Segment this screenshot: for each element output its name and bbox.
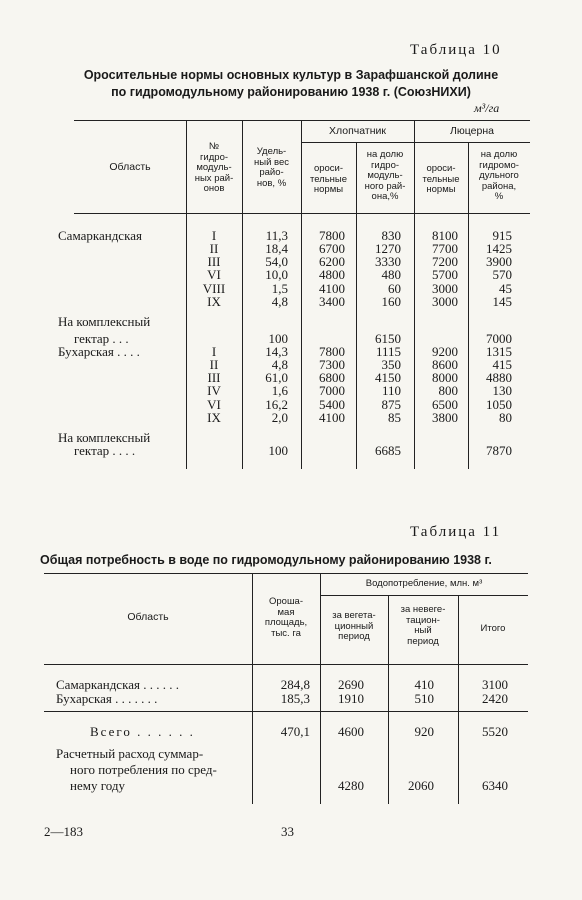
t10-row-alfalfa-share: 1050	[486, 397, 512, 412]
t10-row-cotton-norm: 4800	[319, 267, 345, 282]
t10-header-share: Удель- ный вес райо- нов, %	[254, 146, 289, 189]
table10-title-line1: Оросительные нормы основных культур в Зарафшанской долине	[83, 68, 499, 82]
t10-row-no: IX	[207, 410, 221, 425]
t10-row-cotton-norm: 7000	[319, 383, 345, 398]
t10-row-alfalfa-share: 1425	[486, 241, 512, 256]
t11-header-nonveg: за невеге- тацион- ный период	[400, 604, 446, 647]
t10-row-cotton-norm: 3400	[319, 294, 345, 309]
t11-header-total: Итого	[480, 623, 506, 634]
t10-row-alfalfa-share: 4880	[486, 370, 512, 385]
t10-row-share: 4,8	[271, 294, 288, 309]
t10-row-no: I	[211, 228, 217, 243]
t10-row-alfalfa-share: 45	[499, 281, 512, 296]
t10-row-cotton-share: 830	[381, 228, 401, 243]
t11-calc-label-3: нему году	[70, 778, 125, 793]
t10-row-alfalfa-norm: 8600	[432, 357, 458, 372]
t10-row-region: гектар . . . .	[74, 443, 136, 458]
signature-mark: 2—183	[44, 824, 83, 839]
t10-row-no: III	[207, 370, 221, 385]
t11-calc-label-2: ного потребления по сред-	[70, 762, 217, 777]
t10-row-no: II	[209, 357, 219, 372]
t10-row-cotton-share: 6685	[375, 443, 401, 458]
t11-total-total: 5520	[482, 724, 508, 739]
t10-row-cotton-norm: 6800	[319, 370, 345, 385]
t10-row-alfalfa-norm: 8000	[432, 370, 458, 385]
t10-row-alfalfa-share: 1315	[486, 344, 512, 359]
t10-row-share: 18,4	[265, 241, 288, 256]
t10-row-cotton-share: 875	[381, 397, 401, 412]
t10-row-alfalfa-norm: 7200	[432, 254, 458, 269]
t10-row-region: Бухарская . . . .	[58, 344, 140, 359]
t10-row-cotton-share: 1270	[375, 241, 401, 256]
t10-row-alfalfa-share: 7870	[486, 443, 512, 458]
t10-row-alfalfa-norm: 800	[438, 383, 458, 398]
t11-header-consumption: Водопотребление, млн. м³	[365, 578, 483, 589]
t10-row-cotton-norm: 6200	[319, 254, 345, 269]
t10-row-alfalfa-norm: 6500	[432, 397, 458, 412]
t10-row-alfalfa-norm: 5700	[432, 267, 458, 282]
t10-row-share: 14,3	[265, 344, 288, 359]
t10-row-no: VI	[207, 267, 221, 282]
t10-header-alfalfa-norms: ороси- тельные нормы	[422, 163, 460, 195]
t11-total-nonveg: 920	[414, 724, 434, 739]
t10-row-alfalfa-share: 80	[499, 410, 512, 425]
t11-header-veg: за вегета- ционный период	[332, 610, 376, 642]
table10-units: м³/га	[474, 101, 500, 115]
t11-row2-veg: 1910	[338, 691, 364, 706]
t10-row-no: II	[209, 241, 219, 256]
t10-row-cotton-share: 85	[388, 410, 401, 425]
t10-row-no: VI	[207, 397, 221, 412]
t10-row-alfalfa-share: 130	[492, 383, 512, 398]
t10-row-share: 100	[268, 443, 288, 458]
t11-row1-total: 3100	[482, 677, 508, 692]
t10-row-alfalfa-norm: 3000	[432, 294, 458, 309]
t10-row-cotton-share: 110	[381, 383, 401, 398]
t10-row-alfalfa-share: 7000	[486, 331, 512, 346]
t10-row-cotton-norm: 6700	[319, 241, 345, 256]
t10-row-cotton-share: 3330	[375, 254, 401, 269]
t10-row-cotton-share: 6150	[375, 331, 401, 346]
t10-row-no: IV	[207, 383, 221, 398]
t11-row1-veg: 2690	[338, 677, 364, 692]
t10-header-alfalfa-share: на долю гидромо- дульного района, %	[479, 149, 519, 202]
t10-header-cotton: Хлопчатник	[329, 125, 386, 137]
t10-row-region: гектар . . .	[74, 331, 129, 346]
t10-row-alfalfa-norm: 8100	[432, 228, 458, 243]
t10-row-alfalfa-share: 3900	[486, 254, 512, 269]
t10-row-cotton-share: 160	[381, 294, 401, 309]
t10-header-cotton-norms: ороси- тельные нормы	[309, 163, 348, 195]
t11-row1-region: Самаркандская . . . . . .	[56, 677, 179, 692]
t10-row-cotton-norm: 4100	[319, 281, 345, 296]
table10-header-rule	[74, 213, 530, 214]
t10-row-alfalfa-share: 915	[492, 228, 512, 243]
t10-row-alfalfa-share: 415	[492, 357, 512, 372]
t11-row1-area: 284,8	[280, 677, 310, 692]
t10-row-region: На комплексный	[58, 314, 151, 329]
t10-row-alfalfa-share: 145	[492, 294, 512, 309]
t10-row-alfalfa-norm: 7700	[432, 241, 458, 256]
t10-row-no: IX	[207, 294, 221, 309]
t10-row-share: 61,0	[265, 370, 288, 385]
t11-calc-nonveg: 2060	[408, 778, 434, 793]
t10-row-cotton-share: 350	[381, 357, 401, 372]
table11-header-rule	[44, 664, 528, 665]
t10-row-share: 54,0	[265, 254, 288, 269]
t10-row-cotton-share: 480	[381, 267, 401, 282]
t11-row2-nonveg: 510	[414, 691, 434, 706]
t10-row-cotton-norm: 7300	[319, 357, 345, 372]
t10-row-region: На комплексный	[58, 430, 151, 445]
t11-total-veg: 4600	[338, 724, 364, 739]
t10-row-share: 11,3	[265, 228, 288, 243]
table11-mid-rule	[44, 711, 528, 712]
t10-row-alfalfa-norm: 9200	[432, 344, 458, 359]
t11-row2-area: 185,3	[280, 691, 310, 706]
table11-group-rule	[320, 595, 528, 596]
t10-row-cotton-share: 60	[388, 281, 401, 296]
t11-header-region: Область	[127, 611, 169, 623]
t10-row-cotton-norm: 5400	[319, 397, 345, 412]
t11-calc-veg: 4280	[338, 778, 364, 793]
t10-row-share: 2,0	[271, 410, 288, 425]
t10-row-cotton-norm: 7800	[319, 344, 345, 359]
t10-row-share: 1,5	[271, 281, 288, 296]
t10-row-share: 4,8	[271, 357, 288, 372]
t10-row-alfalfa-norm: 3800	[432, 410, 458, 425]
page-number: 33	[281, 824, 294, 839]
t10-row-cotton-norm: 7800	[319, 228, 345, 243]
t10-row-alfalfa-share: 570	[492, 267, 512, 282]
t10-row-share: 1,6	[271, 383, 288, 398]
t11-total-area: 470,1	[280, 724, 310, 739]
table10-label: Таблица 10	[410, 42, 502, 58]
t10-row-cotton-norm: 4100	[319, 410, 345, 425]
t11-calc-label-1: Расчетный расход суммар-	[56, 746, 204, 761]
table11-label: Таблица 11	[410, 524, 502, 540]
t10-row-share: 16,2	[265, 397, 288, 412]
t10-row-alfalfa-norm: 3000	[432, 281, 458, 296]
t10-row-share: 100	[268, 331, 288, 346]
table10-group-rule	[301, 142, 530, 143]
t10-row-share: 10,0	[265, 267, 288, 282]
t11-header-area: Ороша- мая площадь, тыс. га	[264, 596, 308, 639]
table10-top-rule	[74, 120, 530, 121]
t10-header-alfalfa: Люцерна	[450, 125, 494, 137]
t11-row2-region: Бухарская . . . . . . .	[56, 691, 158, 706]
t10-row-cotton-share: 1115	[375, 344, 401, 359]
t10-header-district-no: № гидро- модуль- ных рай- онов	[194, 141, 234, 194]
t10-header-cotton-share: на долю гидро- модуль- ного рай- она,%	[364, 149, 406, 202]
t11-calc-total: 6340	[482, 778, 508, 793]
t11-row2-total: 2420	[482, 691, 508, 706]
t11-row1-nonveg: 410	[414, 677, 434, 692]
table10-title-line2: по гидромодульному районированию 1938 г. (СоюзНИХИ)	[111, 85, 471, 99]
t11-total-region: Всего . . . . . .	[90, 724, 195, 739]
t10-row-no: VIII	[202, 281, 226, 296]
t10-row-region: Самаркандская	[58, 228, 142, 243]
t10-row-no: I	[211, 344, 217, 359]
t10-row-cotton-share: 4150	[375, 370, 401, 385]
table11-top-rule	[44, 573, 528, 574]
table11-title: Общая потребность в воде по гидромодульному районированию 1938 г.	[40, 553, 492, 567]
t10-row-no: III	[207, 254, 221, 269]
t10-header-region: Область	[109, 161, 151, 173]
